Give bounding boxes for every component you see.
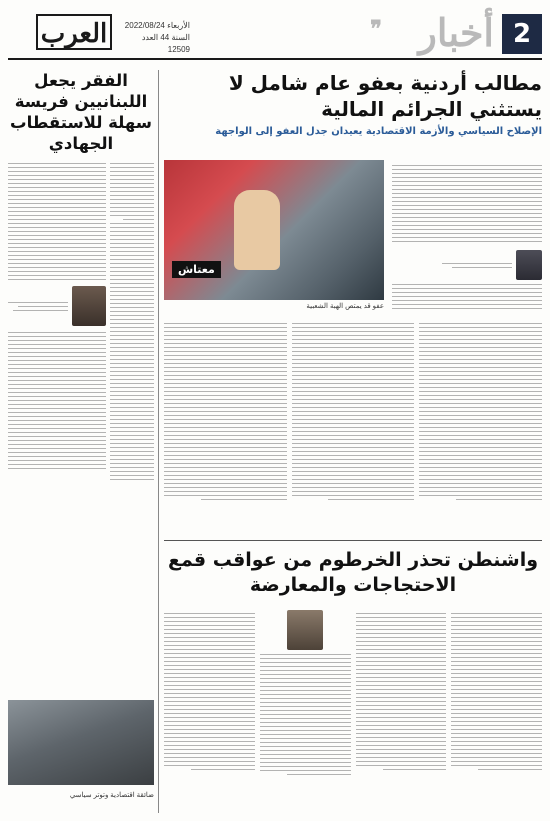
column-divider	[158, 70, 159, 813]
quote-icon: ❞	[370, 16, 382, 42]
author-photo	[287, 610, 323, 650]
author-photo	[516, 250, 542, 280]
lead-article-body	[164, 320, 542, 520]
issue-line: السنة 44 العدد 12509	[141, 33, 190, 54]
author-box	[260, 610, 351, 650]
text-column	[451, 610, 542, 813]
second-article-title: واشنطن تحذر الخرطوم من عواقب قمع الاحتجاجات والمعارضة	[167, 549, 539, 596]
left-article-body	[8, 160, 154, 483]
text-column	[419, 320, 542, 520]
section-divider	[164, 540, 542, 541]
lead-article-subtitle: الإصلاح السياسي والأزمة الاقتصادية يعيدان جدل العفو إلى الواجهة	[215, 126, 542, 137]
left-photo-caption: ضائقة اقتصادية وتوتر سياسي	[69, 792, 154, 799]
newspaper-logo: العرب	[36, 14, 112, 50]
page-header	[8, 8, 542, 60]
lead-article-intro	[392, 162, 542, 312]
text-column	[8, 160, 106, 483]
text-column	[164, 320, 287, 520]
photo-figure	[234, 190, 280, 270]
left-article-title: الفقر يجعل اللبنانيين فريسة سهلة للاستقطاب الجهادي	[9, 71, 152, 153]
text-column	[164, 610, 255, 813]
author-box	[8, 286, 106, 326]
text-column	[260, 610, 351, 813]
left-article-photo	[8, 700, 154, 785]
lead-photo-caption: عفو قد يمتص الهبة الشعبية	[306, 303, 384, 310]
page-number: 2	[502, 14, 542, 54]
protest-sign: معتاش	[172, 261, 221, 278]
lead-article-photo	[164, 160, 384, 300]
left-article	[8, 70, 154, 813]
text-column	[292, 320, 415, 520]
author-photo	[72, 286, 106, 326]
lead-article-title: مطالب أردنية بعفو عام شامل لا يستثني الجرائم المالية	[228, 71, 542, 121]
author-box	[392, 250, 542, 280]
date-line: الأربعاء 2022/08/24	[124, 21, 190, 30]
main-area	[164, 70, 542, 813]
second-article-body	[164, 610, 542, 813]
text-column	[356, 610, 447, 813]
section-title: أخبار	[418, 10, 494, 55]
text-column	[110, 160, 154, 483]
date-issue	[120, 20, 190, 56]
